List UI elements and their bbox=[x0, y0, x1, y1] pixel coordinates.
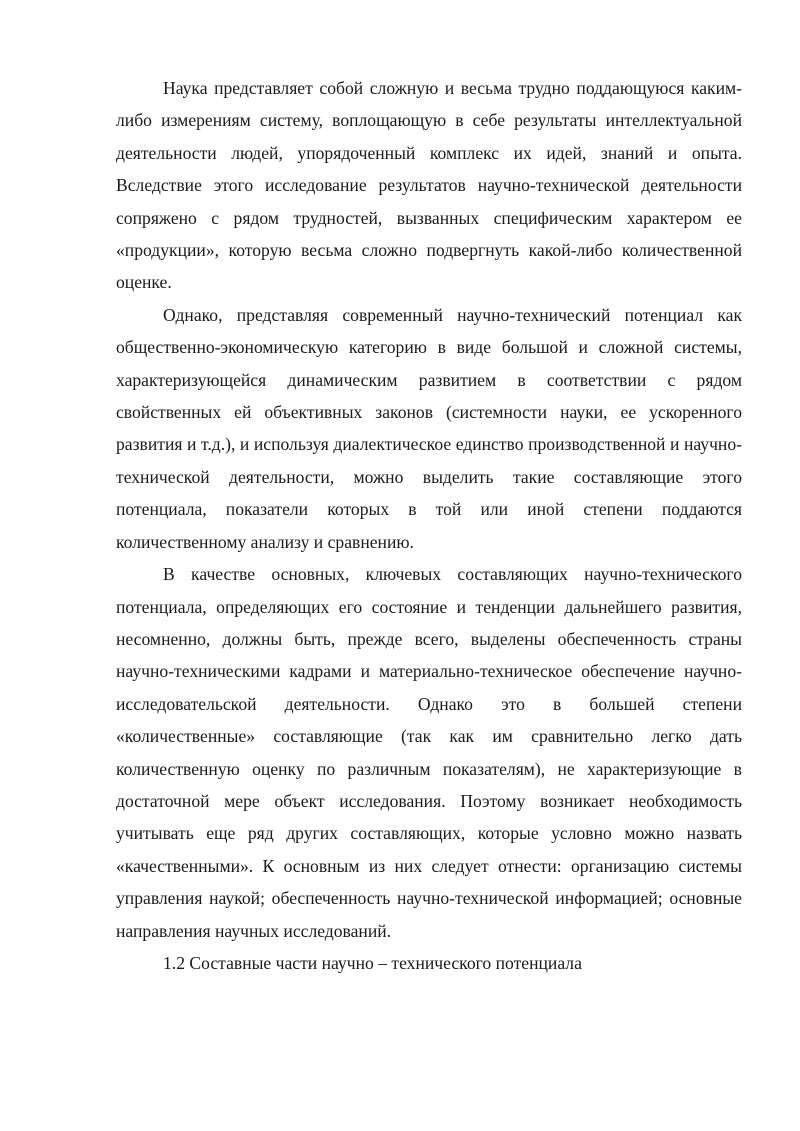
section-heading: 1.2 Составные части научно – технического потенциала bbox=[163, 952, 582, 973]
paragraph-2: Однако, представляя современный научно-технический потенциал как общественно-экономическую категорию в виде большой и сложной системы, характеризующейся динамическим развитием в соответствии с рядом свойственных ей объективных законов (системности науки, ее ускоренного развития и т.д.), и используя диалектическое единство производственной и научно-технической деятельности, можно выделить такие составляющие этого потенциала, показатели которых в той или иной степени поддаются количественному анализу и сравнению. bbox=[116, 304, 742, 552]
document-body bbox=[116, 72, 742, 979]
paragraph-1: Наука представляет собой сложную и весьма трудно поддающуюся каким-либо измерениям систему, воплощающую в себе результаты интеллектуальной деятельности людей, упорядоченный комплекс их идей, знаний и опыта. Вследствие этого исследование результатов научно-технической деятельности сопряжено с рядом трудностей, вызванных специфическим характером ее «продукции», которую весьма сложно подвергнуть какой-либо количественной оценке. bbox=[116, 78, 742, 293]
paragraph-3: В качестве основных, ключевых составляющих научно-технического потенциала, определяющих его состояние и тенденции дальнейшего развития, несомненно, должны быть, прежде всего, выделены обеспеченность страны научно-техническими кадрами и материально-техническое обеспечение научно-исследовательской деятельности. Однако это в большей степени «количественные» составляющие (так как им сравнительно легко дать количественную оценку по различным показателям), не характеризующие в достаточной мере объект исследования. Поэтому возникает необходимость учитывать еще ряд других составляющих, которые условно можно назвать «качественными». К основным из них следует отнести: организацию системы управления наукой; обеспеченность научно-технической информацией; основные направления научных исследований. bbox=[116, 564, 742, 941]
